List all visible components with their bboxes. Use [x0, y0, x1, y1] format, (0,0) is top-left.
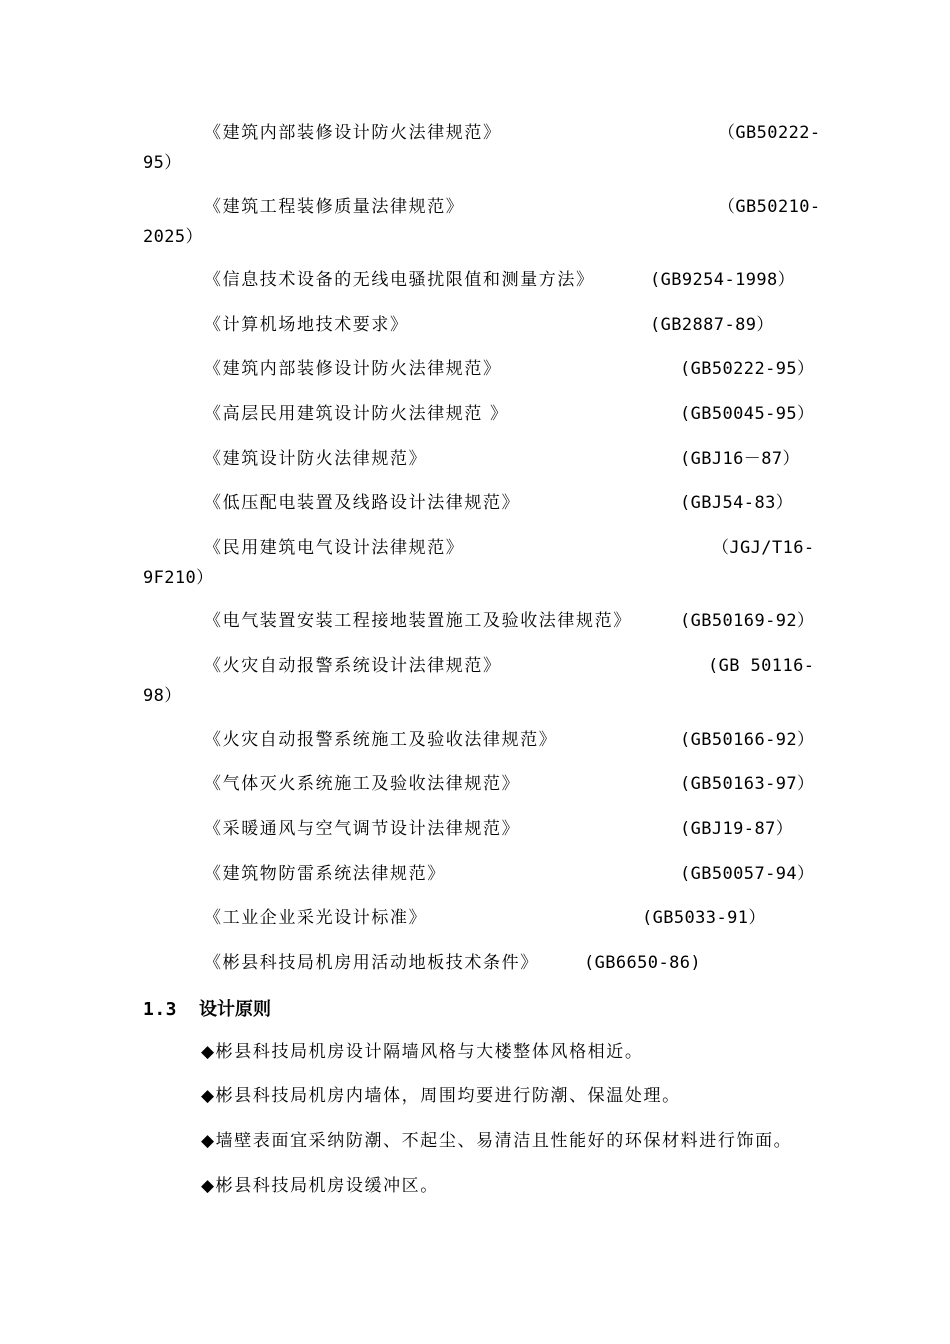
- standard-title: 《气体灭火系统施工及验收法律规范》: [204, 774, 521, 794]
- standard-code: (GB5033-91）: [642, 908, 766, 928]
- standard-code: (GBJ16－87）: [680, 449, 800, 469]
- standard-title: 《信息技术设备的无线电骚扰限值和测量方法》: [204, 270, 595, 290]
- standard-code: (GB9254-1998）: [650, 270, 796, 290]
- standard-title: 《建筑内部装修设计防火法律规范》: [204, 359, 502, 379]
- standard-code: (GBJ19-87）: [680, 819, 794, 839]
- standard-code: (GB50045-95）: [680, 404, 815, 424]
- standard-code-wrap: 95）: [143, 153, 182, 173]
- standard-code: (GB2887-89）: [650, 315, 774, 335]
- standard-title: 《电气装置安装工程接地装置施工及验收法律规范》: [204, 611, 632, 631]
- standard-code: （GB50222-: [718, 123, 821, 143]
- standard-code-wrap: 2025）: [143, 227, 203, 247]
- principle-item: ◆彬县科技局机房设缓冲区。: [201, 1176, 439, 1196]
- principle-item: ◆彬县科技局机房内墙体，周围均要进行防潮、保温处理。: [201, 1086, 681, 1106]
- section-number: 1.3: [143, 999, 178, 1020]
- standard-code-wrap: 9F210）: [143, 568, 214, 588]
- standard-title: 《建筑设计防火法律规范》: [204, 449, 428, 469]
- standard-title: 《民用建筑电气设计法律规范》: [204, 538, 465, 558]
- standard-code-wrap: 98）: [143, 686, 182, 706]
- standard-title: 《低压配电装置及线路设计法律规范》: [204, 493, 521, 513]
- standard-code: （GB50210-: [718, 197, 821, 217]
- standard-title: 《采暖通风与空气调节设计法律规范》: [204, 819, 521, 839]
- standard-code: (GB 50116-: [708, 656, 815, 676]
- standard-title: 《彬县科技局机房用活动地板技术条件》: [204, 953, 539, 973]
- standard-title: 《火灾自动报警系统施工及验收法律规范》: [204, 730, 558, 750]
- standard-code: (GB50057-94）: [680, 864, 815, 884]
- standard-title: 《高层民用建筑设计防火法律规范 》: [204, 404, 509, 424]
- standard-title: 《建筑工程装修质量法律规范》: [204, 197, 465, 217]
- standard-code: （JGJ/T16-: [712, 538, 815, 558]
- standard-title: 《工业企业采光设计标准》: [204, 908, 428, 928]
- section-heading: [143, 998, 271, 1022]
- standard-title: 《建筑物防雷系统法律规范》: [204, 864, 446, 884]
- standard-code: (GB50222-95）: [680, 359, 815, 379]
- standard-code: (GBJ54-83）: [680, 493, 794, 513]
- principle-item: ◆墙壁表面宜采纳防潮、不起尘、易清洁且性能好的环保材料进行饰面。: [201, 1131, 793, 1151]
- standard-code: (GB6650-86): [584, 953, 701, 973]
- standard-code: (GB50163-97）: [680, 774, 815, 794]
- standard-code: (GB50166-92）: [680, 730, 815, 750]
- standard-title: 《火灾自动报警系统设计法律规范》: [204, 656, 502, 676]
- standard-title: 《计算机场地技术要求》: [204, 315, 409, 335]
- standard-title: 《建筑内部装修设计防火法律规范》: [204, 123, 502, 143]
- section-title: 设计原则: [199, 999, 272, 1020]
- standard-code: (GB50169-92）: [680, 611, 815, 631]
- principle-item: ◆彬县科技局机房设计隔墙风格与大楼整体风格相近。: [201, 1042, 644, 1062]
